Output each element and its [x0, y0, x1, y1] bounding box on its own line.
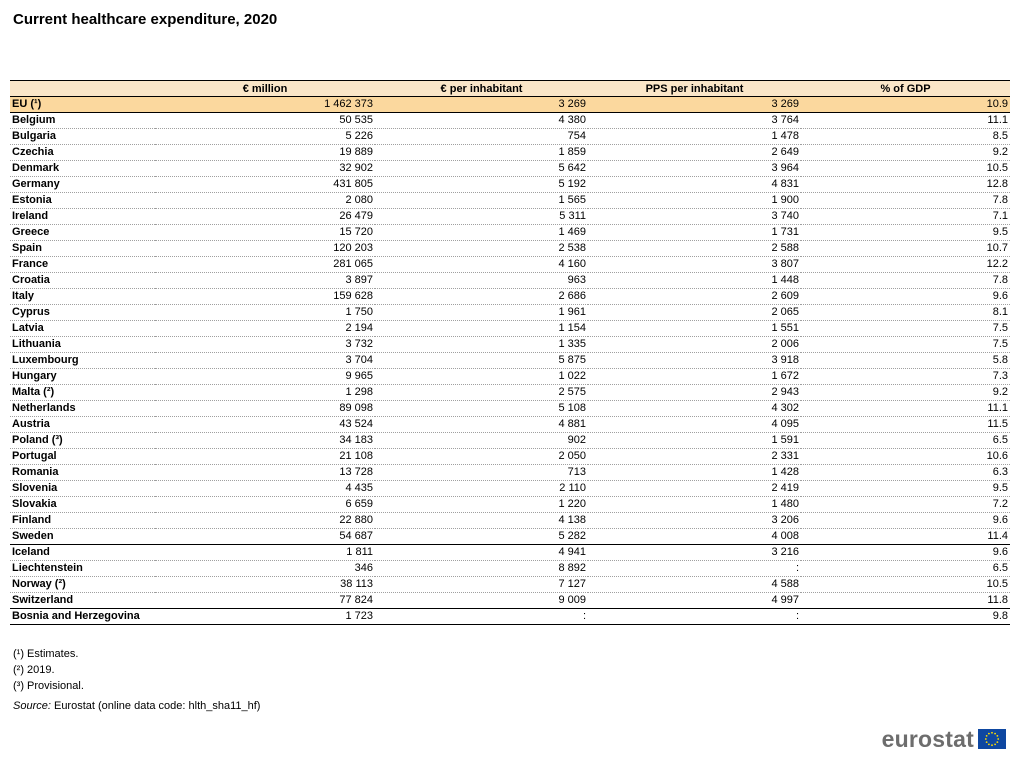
table-cell: 2 538: [375, 241, 588, 257]
page-title: Current healthcare expenditure, 2020: [13, 11, 278, 28]
table-cell: 4 008: [588, 529, 801, 545]
table-cell: 1 462 373: [155, 97, 375, 113]
table-cell: 13 728: [155, 465, 375, 481]
table-cell: 5 875: [375, 353, 588, 369]
table-cell: 7.2: [801, 497, 1010, 513]
row-label: Belgium: [10, 113, 155, 129]
table-row: [10, 225, 1010, 241]
table-cell: 10.6: [801, 449, 1010, 465]
table-cell: 50 535: [155, 113, 375, 129]
table-cell: 346: [155, 561, 375, 577]
table-cell: 5 642: [375, 161, 588, 177]
table-cell: 1 961: [375, 305, 588, 321]
table-row: [10, 241, 1010, 257]
table-cell: 7.5: [801, 321, 1010, 337]
table-cell: 3 704: [155, 353, 375, 369]
table-cell: 77 824: [155, 593, 375, 609]
healthcare-expenditure-table: [10, 80, 1010, 625]
row-label: Malta (²): [10, 385, 155, 401]
row-label: France: [10, 257, 155, 273]
table-row: [10, 385, 1010, 401]
table-cell: 4 941: [375, 545, 588, 561]
table-row: [10, 433, 1010, 449]
table-cell: 43 524: [155, 417, 375, 433]
table-cell: 9.2: [801, 385, 1010, 401]
table-cell: 2 943: [588, 385, 801, 401]
row-label: Bulgaria: [10, 129, 155, 145]
row-label: Finland: [10, 513, 155, 529]
table-cell: 754: [375, 129, 588, 145]
table-cell: 3 897: [155, 273, 375, 289]
table-cell: 54 687: [155, 529, 375, 545]
table-row: [10, 417, 1010, 433]
table-row: [10, 129, 1010, 145]
table-cell: 1 900: [588, 193, 801, 209]
table-cell: 4 302: [588, 401, 801, 417]
row-label: Czechia: [10, 145, 155, 161]
source-label: Source:: [13, 700, 51, 712]
table-row: [10, 193, 1010, 209]
table-row-eu: [10, 97, 1010, 113]
table-row: [10, 545, 1010, 561]
eu-flag-icon: [978, 729, 1006, 749]
table-cell: 3 764: [588, 113, 801, 129]
table-cell: 32 902: [155, 161, 375, 177]
table-cell: 9.6: [801, 545, 1010, 561]
table-cell: 19 889: [155, 145, 375, 161]
table-row: [10, 161, 1010, 177]
row-label: Lithuania: [10, 337, 155, 353]
table-cell: 2 419: [588, 481, 801, 497]
table-cell: 6.3: [801, 465, 1010, 481]
table-cell: 1 298: [155, 385, 375, 401]
row-label: Slovenia: [10, 481, 155, 497]
row-label: Netherlands: [10, 401, 155, 417]
table-cell: 89 098: [155, 401, 375, 417]
table-row: [10, 561, 1010, 577]
row-label: Croatia: [10, 273, 155, 289]
row-label: Portugal: [10, 449, 155, 465]
row-label: Hungary: [10, 369, 155, 385]
table-cell: 3 269: [588, 97, 801, 113]
table-cell: 1 478: [588, 129, 801, 145]
table-cell: 1 469: [375, 225, 588, 241]
table-cell: 34 183: [155, 433, 375, 449]
table-row: [10, 177, 1010, 193]
table-cell: 2 649: [588, 145, 801, 161]
row-label: Greece: [10, 225, 155, 241]
footnote: (³) Provisional.: [13, 680, 84, 692]
table-cell: 2 080: [155, 193, 375, 209]
table-cell: 7.3: [801, 369, 1010, 385]
table-cell: 9.8: [801, 609, 1010, 625]
table-cell: 9 965: [155, 369, 375, 385]
row-label: Denmark: [10, 161, 155, 177]
table-cell: :: [588, 561, 801, 577]
column-header: % of GDP: [801, 81, 1010, 97]
table-cell: 9.5: [801, 481, 1010, 497]
table-cell: 9.2: [801, 145, 1010, 161]
table-cell: 9.5: [801, 225, 1010, 241]
table-cell: 281 065: [155, 257, 375, 273]
table-cell: 1 672: [588, 369, 801, 385]
table-cell: 1 723: [155, 609, 375, 625]
table-row: [10, 529, 1010, 545]
table-row: [10, 257, 1010, 273]
table-cell: 3 206: [588, 513, 801, 529]
row-label: Luxembourg: [10, 353, 155, 369]
table-cell: 7.8: [801, 273, 1010, 289]
table-cell: 2 194: [155, 321, 375, 337]
table-row: [10, 577, 1010, 593]
table-cell: 2 588: [588, 241, 801, 257]
source-text: Eurostat (online data code: hlth_sha11_hf): [50, 700, 261, 712]
table-cell: 5 282: [375, 529, 588, 545]
footnotes: [13, 646, 260, 714]
column-header: € per inhabitant: [375, 81, 588, 97]
table-cell: 4 588: [588, 577, 801, 593]
table-cell: 12.2: [801, 257, 1010, 273]
table-cell: 11.8: [801, 593, 1010, 609]
table-row: [10, 593, 1010, 609]
table-cell: 10.5: [801, 577, 1010, 593]
table-cell: 7.8: [801, 193, 1010, 209]
source-note: [13, 698, 260, 714]
table-row: [10, 609, 1010, 625]
table-cell: 2 006: [588, 337, 801, 353]
table-cell: 3 732: [155, 337, 375, 353]
table-cell: 4 138: [375, 513, 588, 529]
table-cell: 159 628: [155, 289, 375, 305]
table-cell: 1 591: [588, 433, 801, 449]
table-cell: 1 811: [155, 545, 375, 561]
table-cell: 15 720: [155, 225, 375, 241]
table-cell: 2 331: [588, 449, 801, 465]
table-row: [10, 113, 1010, 129]
table-cell: 2 110: [375, 481, 588, 497]
table-cell: 6.5: [801, 561, 1010, 577]
table-cell: 7 127: [375, 577, 588, 593]
table-cell: 1 859: [375, 145, 588, 161]
table-cell: 9 009: [375, 593, 588, 609]
table-row: [10, 289, 1010, 305]
table-cell: 713: [375, 465, 588, 481]
table-cell: 3 918: [588, 353, 801, 369]
table-row: [10, 513, 1010, 529]
table-cell: 11.1: [801, 113, 1010, 129]
row-label: EU (¹): [10, 97, 155, 113]
table-row: [10, 465, 1010, 481]
table-cell: 10.9: [801, 97, 1010, 113]
row-label: Italy: [10, 289, 155, 305]
table-cell: 3 964: [588, 161, 801, 177]
table-cell: 22 880: [155, 513, 375, 529]
row-label: Spain: [10, 241, 155, 257]
table-cell: 5 226: [155, 129, 375, 145]
table-cell: 7.5: [801, 337, 1010, 353]
table-cell: 8 892: [375, 561, 588, 577]
row-label: Switzerland: [10, 593, 155, 609]
table-cell: 1 551: [588, 321, 801, 337]
table-cell: 120 203: [155, 241, 375, 257]
table-row: [10, 273, 1010, 289]
row-label: Cyprus: [10, 305, 155, 321]
table-cell: 6.5: [801, 433, 1010, 449]
table-row: [10, 497, 1010, 513]
logo-text: eurostat: [881, 725, 974, 752]
table-row: [10, 401, 1010, 417]
row-label: Germany: [10, 177, 155, 193]
footnote: (²) 2019.: [13, 664, 55, 676]
row-label: Latvia: [10, 321, 155, 337]
table-cell: 1 480: [588, 497, 801, 513]
row-label: Poland (³): [10, 433, 155, 449]
table-cell: 1 731: [588, 225, 801, 241]
table-row: [10, 209, 1010, 225]
table-cell: 7.1: [801, 209, 1010, 225]
table-row: [10, 449, 1010, 465]
table-cell: 11.1: [801, 401, 1010, 417]
table-cell: 8.1: [801, 305, 1010, 321]
table-cell: 3 807: [588, 257, 801, 273]
row-label: Romania: [10, 465, 155, 481]
table-cell: 9.6: [801, 289, 1010, 305]
table-cell: 963: [375, 273, 588, 289]
table-cell: :: [588, 609, 801, 625]
table-cell: 1 220: [375, 497, 588, 513]
table-cell: 3 269: [375, 97, 588, 113]
row-label: Norway (²): [10, 577, 155, 593]
row-label: Ireland: [10, 209, 155, 225]
table-cell: 4 380: [375, 113, 588, 129]
row-label: Liechtenstein: [10, 561, 155, 577]
table-cell: 3 740: [588, 209, 801, 225]
table-cell: 4 160: [375, 257, 588, 273]
table-cell: 38 113: [155, 577, 375, 593]
table-row: [10, 481, 1010, 497]
row-label: Sweden: [10, 529, 155, 545]
row-label: Bosnia and Herzegovina: [10, 609, 155, 625]
table-cell: 2 686: [375, 289, 588, 305]
table-cell: 1 448: [588, 273, 801, 289]
table-row: [10, 353, 1010, 369]
table-cell: 1 335: [375, 337, 588, 353]
table-cell: 4 435: [155, 481, 375, 497]
table-cell: 431 805: [155, 177, 375, 193]
eurostat-logo: [882, 726, 1006, 752]
table-cell: 26 479: [155, 209, 375, 225]
table-cell: :: [375, 609, 588, 625]
table-cell: 4 997: [588, 593, 801, 609]
table-cell: 4 095: [588, 417, 801, 433]
table-cell: 5 311: [375, 209, 588, 225]
table-cell: 5 108: [375, 401, 588, 417]
row-label: Slovakia: [10, 497, 155, 513]
table-cell: 1 022: [375, 369, 588, 385]
table-cell: 1 154: [375, 321, 588, 337]
table-cell: 12.8: [801, 177, 1010, 193]
table-cell: 21 108: [155, 449, 375, 465]
row-label: Austria: [10, 417, 155, 433]
table-cell: 902: [375, 433, 588, 449]
table-cell: 1 428: [588, 465, 801, 481]
column-header: € million: [155, 81, 375, 97]
table-header-row: [10, 81, 1010, 97]
table-row: [10, 369, 1010, 385]
table-row: [10, 305, 1010, 321]
column-header: PPS per inhabitant: [588, 81, 801, 97]
table-row: [10, 337, 1010, 353]
row-label: Iceland: [10, 545, 155, 561]
table-cell: 3 216: [588, 545, 801, 561]
table-cell: 4 831: [588, 177, 801, 193]
table-cell: 2 609: [588, 289, 801, 305]
table-cell: 11.5: [801, 417, 1010, 433]
table-cell: 2 575: [375, 385, 588, 401]
table-cell: 11.4: [801, 529, 1010, 545]
table-cell: 10.5: [801, 161, 1010, 177]
column-header: [10, 81, 155, 97]
table-cell: 4 881: [375, 417, 588, 433]
table-cell: 8.5: [801, 129, 1010, 145]
row-label: Estonia: [10, 193, 155, 209]
table-cell: 1 750: [155, 305, 375, 321]
table-cell: 5.8: [801, 353, 1010, 369]
footnote: (¹) Estimates.: [13, 648, 79, 660]
table-cell: 1 565: [375, 193, 588, 209]
table-cell: 9.6: [801, 513, 1010, 529]
table-cell: 5 192: [375, 177, 588, 193]
table-cell: 10.7: [801, 241, 1010, 257]
table-cell: 6 659: [155, 497, 375, 513]
table-cell: 2 065: [588, 305, 801, 321]
table-row: [10, 145, 1010, 161]
table-row: [10, 321, 1010, 337]
table-cell: 2 050: [375, 449, 588, 465]
